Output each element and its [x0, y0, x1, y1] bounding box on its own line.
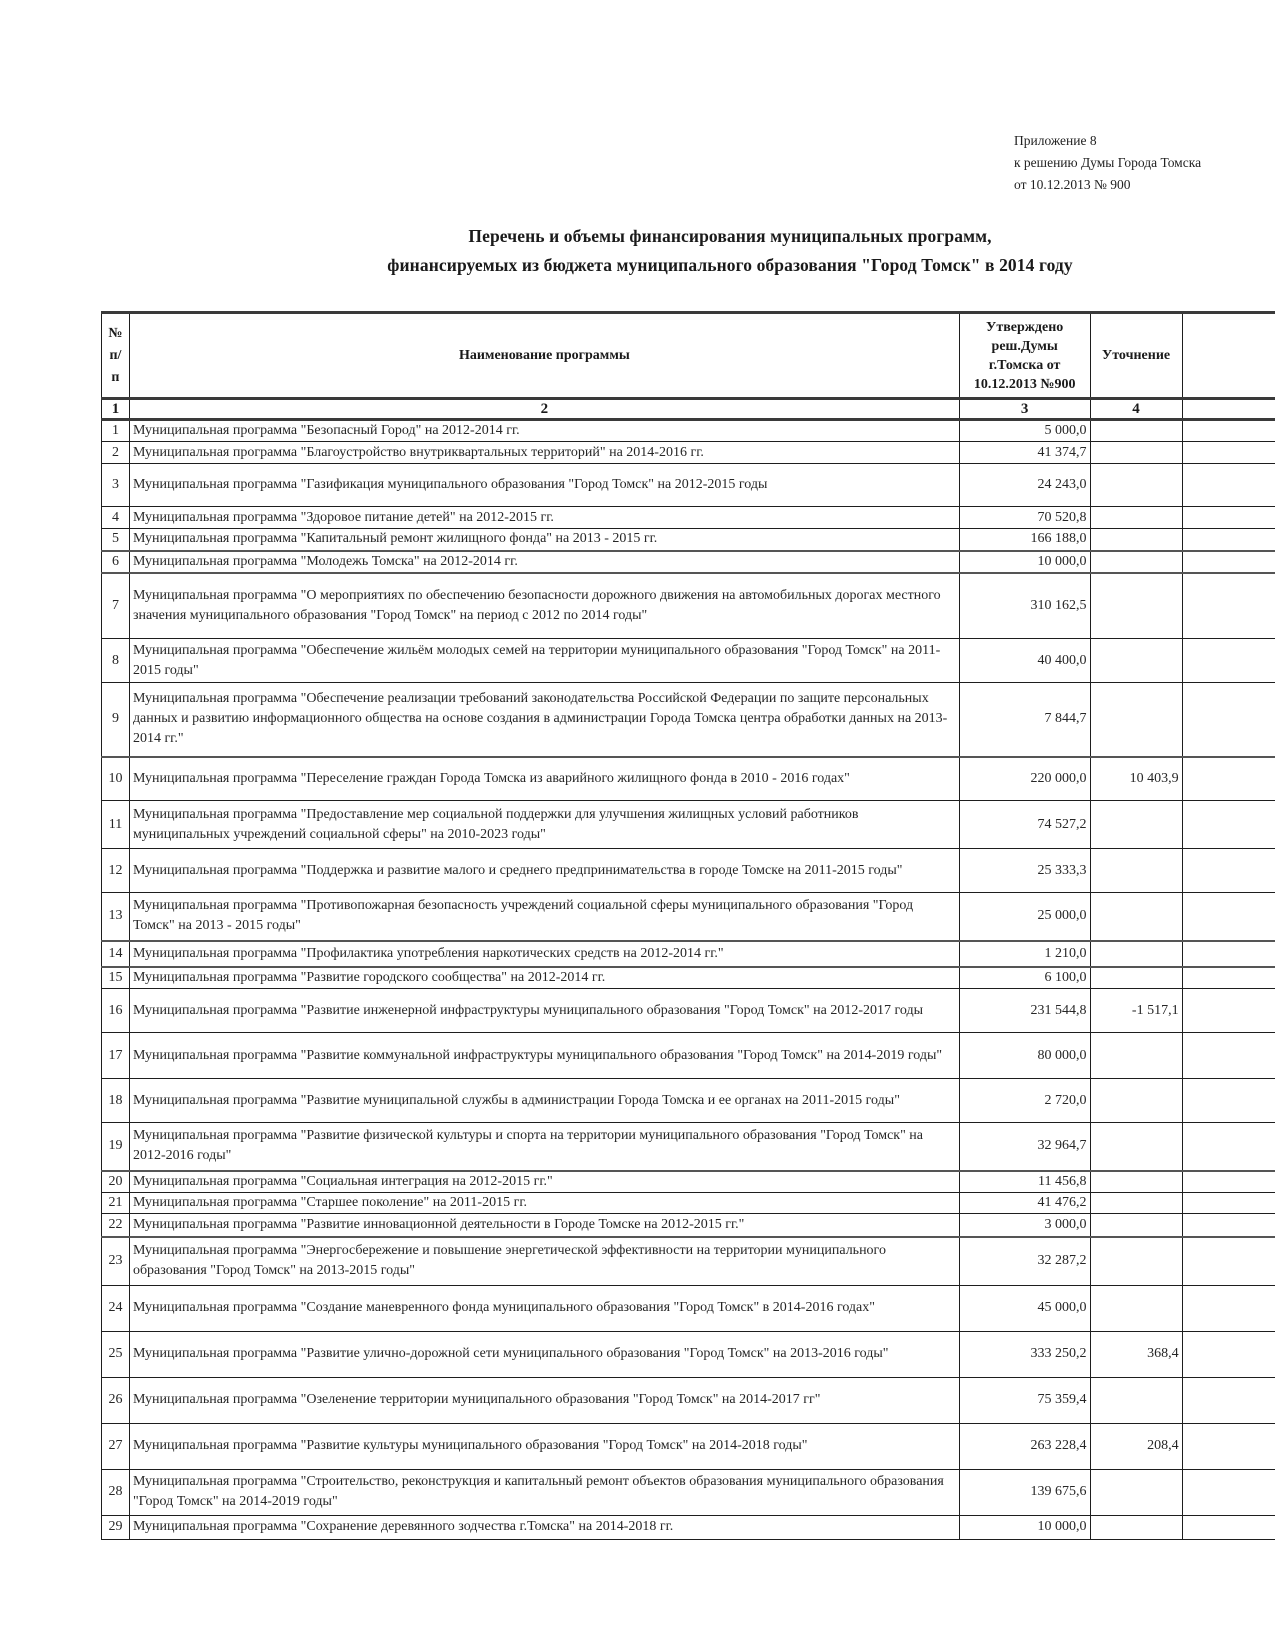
- document-title: [0, 222, 1275, 280]
- program-name: Муниципальная программа "Создание маневренного фонда муниципального образования "Город Томск" в 2014-2016 годах": [129, 1285, 959, 1331]
- program-name: Муниципальная программа "Благоустройство внутриквартальных территорий" на 2014-2016 гг.: [129, 442, 959, 464]
- program-name: Муниципальная программа "Здоровое питание детей" на 2012-2015 гг.: [129, 507, 959, 529]
- row-number: 22: [102, 1213, 130, 1237]
- table-row: [102, 1377, 1275, 1423]
- approved-amount: 166 188,0: [959, 529, 1090, 551]
- specification-amount: [1090, 529, 1182, 551]
- program-name: Муниципальная программа "Развитие инновационной деятельности в Городе Томске на 2012-2015 гг.": [129, 1213, 959, 1237]
- program-name: Муниципальная программа "Поддержка и развитие малого и среднего предпринимательства в городе Томске на 2011-2015 годы": [129, 849, 959, 893]
- row-number: 19: [102, 1123, 130, 1171]
- specification-amount: -1 517,1: [1090, 989, 1182, 1033]
- specification-amount: 368,4: [1090, 1331, 1182, 1377]
- program-name: Муниципальная программа "О мероприятиях по обеспечению безопасности дорожного движения на автомобильных дорогах местного значения муниципального образования "Город Томск" на период с 2012 по 2014 годы": [129, 573, 959, 639]
- header-number: [102, 313, 130, 399]
- approved-amount: 6 100,0: [959, 967, 1090, 989]
- specification-amount: 208,4: [1090, 1423, 1182, 1469]
- row-number: 2: [102, 442, 130, 464]
- extra-cell: [1182, 1285, 1275, 1331]
- program-name: Муниципальная программа "Развитие городского сообщества" на 2012-2014 гг.: [129, 967, 959, 989]
- extra-cell: [1182, 1331, 1275, 1377]
- appendix-note: [1014, 130, 1201, 196]
- extra-cell: [1182, 1469, 1275, 1515]
- extra-cell: [1182, 683, 1275, 757]
- program-name: Муниципальная программа "Развитие коммунальной инфраструктуры муниципального образования "Город Томск" на 2014-2019 годы": [129, 1033, 959, 1079]
- column-number: 3: [959, 399, 1090, 420]
- specification-amount: 10 403,9: [1090, 757, 1182, 801]
- table-row: [102, 683, 1275, 757]
- approved-amount: 10 000,0: [959, 551, 1090, 573]
- extra-cell: [1182, 893, 1275, 941]
- program-name: Муниципальная программа "Развитие улично-дорожной сети муниципального образования "Город Томск" на 2013-2016 годы": [129, 1331, 959, 1377]
- extra-cell: [1182, 1123, 1275, 1171]
- table-row: [102, 464, 1275, 507]
- program-name: Муниципальная программа "Противопожарная безопасность учреждений социальной сферы муниципального образования "Город Томск" на 2013 - 2015 годы": [129, 893, 959, 941]
- title-line-2: финансируемых из бюджета муниципального образования "Город Томск" в 2014 году: [387, 255, 1073, 275]
- extra-cell: [1182, 507, 1275, 529]
- specification-amount: [1090, 1469, 1182, 1515]
- header-approved-line: 10.12.2013 №900: [973, 376, 1076, 392]
- column-number-empty: [1182, 399, 1275, 420]
- program-name: Муниципальная программа "Озеленение территории муниципального образования "Город Томск" на 2014-2017 гг": [129, 1377, 959, 1423]
- row-number: 18: [102, 1079, 130, 1123]
- extra-cell: [1182, 1192, 1275, 1213]
- header-extra-column: [1182, 313, 1275, 399]
- program-name: Муниципальная программа "Развитие физической культуры и спорта на территории муниципального образования "Город Томск" на 2012-2016 годы": [129, 1123, 959, 1171]
- header-row: [102, 313, 1275, 399]
- row-number: 17: [102, 1033, 130, 1079]
- extra-cell: [1182, 1237, 1275, 1285]
- approved-amount: 41 476,2: [959, 1192, 1090, 1213]
- extra-cell: [1182, 1423, 1275, 1469]
- table-row: [102, 1033, 1275, 1079]
- header-approved: [959, 313, 1090, 399]
- specification-amount: [1090, 551, 1182, 573]
- row-number: 21: [102, 1192, 130, 1213]
- specification-amount: [1090, 507, 1182, 529]
- program-name: Муниципальная программа "Обеспечение жильём молодых семей на территории муниципального образования "Город Томск" на 2011-2015 годы": [129, 639, 959, 683]
- row-number: 26: [102, 1377, 130, 1423]
- appendix-decision-ref: к решению Думы Города Томска: [1014, 155, 1202, 170]
- table-row: [102, 639, 1275, 683]
- specification-amount: [1090, 801, 1182, 849]
- specification-amount: [1090, 639, 1182, 683]
- row-number: 14: [102, 941, 130, 967]
- approved-amount: 40 400,0: [959, 639, 1090, 683]
- table-row: [102, 967, 1275, 989]
- extra-cell: [1182, 464, 1275, 507]
- approved-amount: 75 359,4: [959, 1377, 1090, 1423]
- row-number: 13: [102, 893, 130, 941]
- specification-amount: [1090, 420, 1182, 442]
- header-approved-line: Утверждено: [986, 319, 1064, 335]
- header-number-line: п: [111, 369, 120, 385]
- specification-amount: [1090, 849, 1182, 893]
- specification-amount: [1090, 1033, 1182, 1079]
- approved-amount: 1 210,0: [959, 941, 1090, 967]
- row-number: 16: [102, 989, 130, 1033]
- program-name: Муниципальная программа "Молодежь Томска" на 2012-2014 гг.: [129, 551, 959, 573]
- header-program-name: Наименование программы: [129, 313, 959, 399]
- specification-amount: [1090, 941, 1182, 967]
- program-name: Муниципальная программа "Энергосбережение и повышение энергетической эффективности на территории муниципального образования "Город Томск" на 2013-2015 годы": [129, 1237, 959, 1285]
- extra-cell: [1182, 420, 1275, 442]
- extra-cell: [1182, 989, 1275, 1033]
- program-name: Муниципальная программа "Профилактика употребления наркотических средств на 2012-2014 гг.": [129, 941, 959, 967]
- specification-amount: [1090, 683, 1182, 757]
- specification-amount: [1090, 1171, 1182, 1193]
- row-number: 6: [102, 551, 130, 573]
- approved-amount: 11 456,8: [959, 1171, 1090, 1193]
- specification-amount: [1090, 464, 1182, 507]
- approved-amount: 10 000,0: [959, 1515, 1090, 1539]
- approved-amount: 80 000,0: [959, 1033, 1090, 1079]
- extra-cell: [1182, 1213, 1275, 1237]
- table-row: [102, 420, 1275, 442]
- table-row: [102, 893, 1275, 941]
- table-row: [102, 849, 1275, 893]
- program-name: Муниципальная программа "Развитие инженерной инфраструктуры муниципального образования "Город Томск" на 2012-2017 годы: [129, 989, 959, 1033]
- specification-amount: [1090, 573, 1182, 639]
- approved-amount: 2 720,0: [959, 1079, 1090, 1123]
- program-name: Муниципальная программа "Старшее поколение" на 2011-2015 гг.: [129, 1192, 959, 1213]
- column-numbers-row: [102, 399, 1275, 420]
- header-approved-line: г.Томска от: [988, 357, 1061, 373]
- extra-cell: [1182, 573, 1275, 639]
- extra-cell: [1182, 849, 1275, 893]
- row-number: 7: [102, 573, 130, 639]
- program-name: Муниципальная программа "Развитие культуры муниципального образования "Город Томск" на 2014-2018 годы": [129, 1423, 959, 1469]
- approved-amount: 5 000,0: [959, 420, 1090, 442]
- table-row: [102, 507, 1275, 529]
- extra-cell: [1182, 1377, 1275, 1423]
- appendix-number: Приложение 8: [1014, 133, 1097, 148]
- table-row: [102, 1213, 1275, 1237]
- table-row: [102, 1123, 1275, 1171]
- table-row: [102, 1171, 1275, 1193]
- header-number-line: №: [108, 325, 123, 341]
- appendix-decision-date: от 10.12.2013 № 900: [1014, 177, 1131, 192]
- approved-amount: 32 964,7: [959, 1123, 1090, 1171]
- row-number: 11: [102, 801, 130, 849]
- approved-amount: 25 333,3: [959, 849, 1090, 893]
- approved-amount: 45 000,0: [959, 1285, 1090, 1331]
- row-number: 29: [102, 1515, 130, 1539]
- program-name: Муниципальная программа "Развитие муниципальной службы в администрации Города Томска и ее органах на 2011-2015 годы": [129, 1079, 959, 1123]
- table-row: [102, 1285, 1275, 1331]
- table-row: [102, 1237, 1275, 1285]
- table-row: [102, 529, 1275, 551]
- approved-amount: 70 520,8: [959, 507, 1090, 529]
- specification-amount: [1090, 1515, 1182, 1539]
- extra-cell: [1182, 529, 1275, 551]
- table-row: [102, 1515, 1275, 1539]
- approved-amount: 41 374,7: [959, 442, 1090, 464]
- approved-amount: 3 000,0: [959, 1213, 1090, 1237]
- row-number: 1: [102, 420, 130, 442]
- program-name: Муниципальная программа "Капитальный ремонт жилищного фонда" на 2013 - 2015 гг.: [129, 529, 959, 551]
- table-row: [102, 1192, 1275, 1213]
- approved-amount: 231 544,8: [959, 989, 1090, 1033]
- approved-amount: 139 675,6: [959, 1469, 1090, 1515]
- row-number: 25: [102, 1331, 130, 1377]
- extra-cell: [1182, 941, 1275, 967]
- program-name: Муниципальная программа "Газификация муниципального образования "Город Томск" на 2012-2015 годы: [129, 464, 959, 507]
- program-name: Муниципальная программа "Обеспечение реализации требований законодательства Российской Федерации по защите персональных данных и развитию информационного общества на основе создания в администрации Города Томска центра обработки данных на 2013-2014 гг.": [129, 683, 959, 757]
- approved-amount: 263 228,4: [959, 1423, 1090, 1469]
- row-number: 3: [102, 464, 130, 507]
- extra-cell: [1182, 551, 1275, 573]
- row-number: 12: [102, 849, 130, 893]
- column-number: 1: [102, 399, 130, 420]
- program-rows: [102, 420, 1275, 1540]
- approved-amount: 7 844,7: [959, 683, 1090, 757]
- approved-amount: 333 250,2: [959, 1331, 1090, 1377]
- row-number: 15: [102, 967, 130, 989]
- specification-amount: [1090, 1213, 1182, 1237]
- specification-amount: [1090, 1192, 1182, 1213]
- approved-amount: 74 527,2: [959, 801, 1090, 849]
- table-row: [102, 573, 1275, 639]
- program-name: Муниципальная программа "Сохранение деревянного зодчества г.Томска" на 2014-2018 гг.: [129, 1515, 959, 1539]
- extra-cell: [1182, 967, 1275, 989]
- specification-amount: [1090, 967, 1182, 989]
- row-number: 20: [102, 1171, 130, 1193]
- specification-amount: [1090, 1079, 1182, 1123]
- header-approved-line: реш.Думы: [991, 338, 1058, 354]
- column-number: 4: [1090, 399, 1182, 420]
- extra-cell: [1182, 1079, 1275, 1123]
- specification-amount: [1090, 442, 1182, 464]
- extra-cell: [1182, 757, 1275, 801]
- approved-amount: 25 000,0: [959, 893, 1090, 941]
- row-number: 24: [102, 1285, 130, 1331]
- specification-amount: [1090, 1237, 1182, 1285]
- table-row: [102, 757, 1275, 801]
- row-number: 28: [102, 1469, 130, 1515]
- table-row: [102, 941, 1275, 967]
- row-number: 23: [102, 1237, 130, 1285]
- column-number: 2: [129, 399, 959, 420]
- table-row: [102, 801, 1275, 849]
- table-row: [102, 551, 1275, 573]
- program-name: Муниципальная программа "Безопасный Город" на 2012-2014 гг.: [129, 420, 959, 442]
- extra-cell: [1182, 1515, 1275, 1539]
- approved-amount: 24 243,0: [959, 464, 1090, 507]
- row-number: 8: [102, 639, 130, 683]
- row-number: 4: [102, 507, 130, 529]
- program-name: Муниципальная программа "Строительство, реконструкция и капитальный ремонт объектов образования муниципального образования "Город Томск" на 2014-2019 годы": [129, 1469, 959, 1515]
- table-row: [102, 989, 1275, 1033]
- extra-cell: [1182, 639, 1275, 683]
- table-row: [102, 1331, 1275, 1377]
- table-row: [102, 1469, 1275, 1515]
- header-number-line: п/: [109, 347, 122, 363]
- title-line-1: Перечень и объемы финансирования муниципальных программ,: [468, 226, 992, 246]
- specification-amount: [1090, 1377, 1182, 1423]
- program-name: Муниципальная программа "Социальная интеграция на 2012-2015 гг.": [129, 1171, 959, 1193]
- approved-amount: 32 287,2: [959, 1237, 1090, 1285]
- row-number: 5: [102, 529, 130, 551]
- table-row: [102, 1423, 1275, 1469]
- row-number: 9: [102, 683, 130, 757]
- specification-amount: [1090, 893, 1182, 941]
- program-name: Муниципальная программа "Переселение граждан Города Томска из аварийного жилищного фонда в 2010 - 2016 годах": [129, 757, 959, 801]
- extra-cell: [1182, 1171, 1275, 1193]
- table-row: [102, 442, 1275, 464]
- program-name: Муниципальная программа "Предоставление мер социальной поддержки для улучшения жилищных условий работников муниципальных учреждений социальной сферы" на 2010-2023 годы": [129, 801, 959, 849]
- approved-amount: 310 162,5: [959, 573, 1090, 639]
- programs-table: [101, 311, 1275, 1540]
- extra-cell: [1182, 442, 1275, 464]
- extra-cell: [1182, 1033, 1275, 1079]
- specification-amount: [1090, 1285, 1182, 1331]
- row-number: 27: [102, 1423, 130, 1469]
- extra-cell: [1182, 801, 1275, 849]
- row-number: 10: [102, 757, 130, 801]
- header-specification: Уточнение: [1090, 313, 1182, 399]
- approved-amount: 220 000,0: [959, 757, 1090, 801]
- specification-amount: [1090, 1123, 1182, 1171]
- table-row: [102, 1079, 1275, 1123]
